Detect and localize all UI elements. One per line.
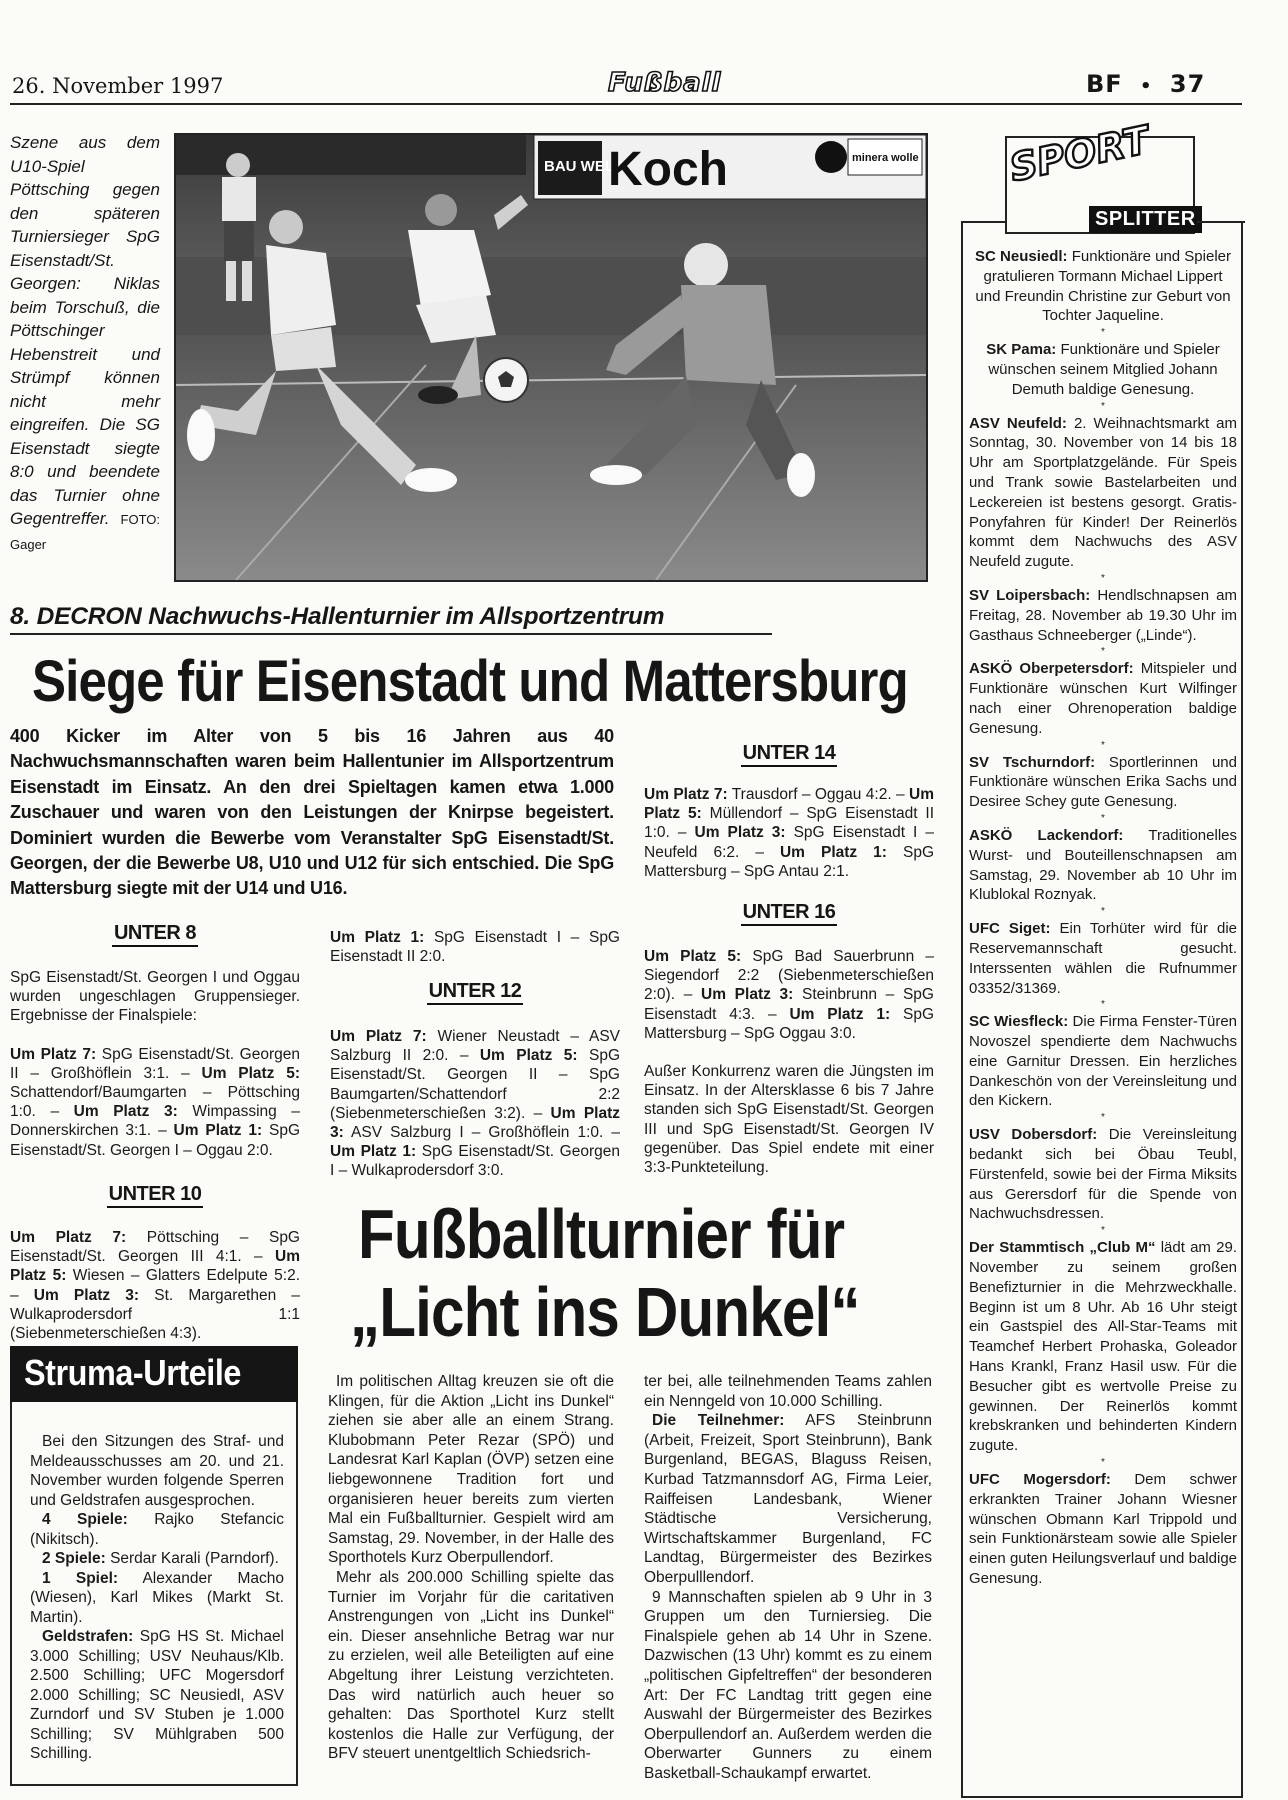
star-separator: *: [1101, 572, 1105, 584]
star-separator: *: [1101, 400, 1105, 412]
sidebar-top-rule-right: [1197, 221, 1245, 223]
article-kicker: 8. DECRON Nachwuchs-Hallenturnier im Allsportzentrum: [10, 603, 665, 630]
page-marker: [1086, 70, 1205, 98]
u8-heading: [10, 922, 300, 945]
u10-block: [10, 1228, 300, 1343]
sidebar-item: SV Tschurndorf: Sportlerinnen und Funktionäre wünschen Erika Sachs und Desiree Schey gute Genesung.: [969, 753, 1237, 811]
star-separator: *: [1101, 1112, 1105, 1124]
header-rule: [10, 103, 1242, 105]
star-separator: *: [1101, 327, 1105, 339]
struma-title: Struma-Urteile: [24, 1352, 241, 1393]
sidebar-item: SC Neusiedl: Funktionäre und Spieler gratulieren Tormann Michael Lippert und Freundin Christine zur Geburt von Tochter Jaqueline.: [975, 248, 1231, 325]
u8-results: Um Platz 7: SpG Eisenstadt/St. Georgen II – Großhöflein 3:1. – Um Platz 5: Schattendorf/Baumgarten – Pöttsching 1:0. – Um Platz 3: Wimpassing – Donnerskirchen 3:1. – Um Platz 1: SpG Eisenstadt/St. Georgen I – Oggau 2:0.: [10, 1045, 301, 1159]
match-photo: [174, 133, 928, 582]
article-lead: 400 Kicker im Alter von 5 bis 16 Jahren aus 40 Nachwuchsmannschaften waren beim Hallentunier im Allsportzentrum Eisenstadt im Einsatz. An den drei Spieltagen kamen etwa 1.000 Zuschauer und waren von den Leistungen der Knirpse begeistert. Dominiert wurden die Bewerbe vom Veranstalter SpG Eisenstadt/St. Georgen, der die Bewerbe U8, U10 und U12 für sich entschied. Die SpG Mattersburg siegte mit der U14 und U16.: [10, 726, 614, 899]
article2-col1-para2: Mehr als 200.000 Schilling spielte das Turnier im Vorjahr für die caritativen Anstrengungen von „Licht ins Dunkel“ ein. Dieser ansehnliche Betrag war nur zu erzielen, weil alle Beteiligten auf eine Abgeltung ihrer Leistung verzichteten. Das wird natürlich auch heuer so gehalten: Das Sporthotel Kurz stellt kostenlos die Halle zur Verfügung, der BFV steuert unentgeltlich Schiedsrich-: [328, 1568, 614, 1763]
u12-results: Um Platz 7: Wiener Neustadt – ASV Salzburg II 2:0. – Um Platz 5: SpG Eisenstadt/St. Georgen II – SpG Baumgarten/Schattendorf 2:2 (Siebenmeterschießen 3:2). – Um Platz 3: ASV Salzburg I – Großhöflein 1:0. – Um Platz 1: SpG Eisenstadt/St. Georgen I – Wulkaprodersdorf 3:0.: [330, 1028, 621, 1180]
issue-date: 26. November 1997: [12, 74, 224, 98]
sidebar-item: USV Dobersdorf: Die Vereinsleitung bedankt sich bei Öbau Teubl, Fürstenfeld, sowie bei der Firma Miksits aus Gerersdorf für die Spende von Nachwuchsdressen.: [969, 1126, 1237, 1223]
article2-col2-para1: ter bei, alle teilnehmenden Teams zahlen ein Nenngeld von 10.000 Schilling.: [644, 1373, 932, 1410]
u8-heading-text: UNTER 8: [112, 922, 198, 947]
struma-intro: Bei den Sitzungen des Straf- und Meldeausschusses am 20. und 21. November wurden folgende Sperren und Geldstrafen ausgesprochen.: [30, 1433, 284, 1509]
sidebar-item: SC Wiesfleck: Die Firma Fenster-Türen Novoszel spendierte dem Nachwuchs eine Garnitur Dressen. Ein herzliches Dankeschön von der Vereinsleitung und den Kickern.: [969, 1013, 1238, 1110]
star-separator: *: [1101, 739, 1105, 751]
article2-col1: [328, 1372, 614, 1764]
struma-entry: 4 Spiele: Rajko Stefancic (Nikitsch).: [30, 1511, 284, 1548]
football-icon: [484, 358, 528, 402]
sidebar-item: ASKÖ Lackendorf: Traditionelles Wurst- und Bouteillenschnapsen am Samstag, 29. November ab 10 Uhr im Klublokal Roznyak.: [969, 826, 1237, 904]
u14-block: [644, 785, 934, 881]
section-title: [608, 68, 721, 98]
sidebar-item: SV Loipersbach: Hendlschnapsen am Freitag, 28. November ab 19.30 Uhr im Gasthaus Schneeberger („Linde“).: [969, 586, 1237, 644]
brand-label: BF: [1086, 70, 1123, 98]
u12-heading: [330, 980, 620, 1003]
match-photo-graphic: [176, 135, 926, 580]
u8-intro: SpG Eisenstadt/St. Georgen I und Oggau wurden ungeschlagen Gruppensieger. Ergebnisse der Finalspiele:: [10, 969, 300, 1025]
article2-col2-para2: Die Teilnehmer: AFS Steinbrunn (Arbeit, Freizeit, Sport Steinbrunn), Bank Burgenland, BEGAS, Blaguss Reisen, Kurbad Tatzmannsdorf AG, Firma Leier, Raiffeisen Landesbank, Wiener Städtische Versicherung, Wirtschaftskammer Burgenland, FC Landtag, Bürgermeister des Bezirkes Oberpulllendorf.: [644, 1412, 932, 1586]
page-number: 37: [1169, 70, 1206, 98]
u10-final-result: Um Platz 1: SpG Eisenstadt I – SpG Eisenstadt II 2:0.: [330, 929, 620, 966]
banner-left-text: BAU WELT: [544, 158, 623, 175]
sidebar-item: ASKÖ Oberpetersdorf: Mitspieler und Funktionäre wünschen Kurt Wilfinger nach einer Ohrenoperation baldige Genesung.: [969, 660, 1237, 737]
u14-heading: [644, 742, 934, 765]
photo-credit: FOTO: Gager: [10, 512, 160, 552]
u10-results: Um Platz 7: Pöttsching – SpG Eisenstadt/St. Georgen III 4:1. – Um Platz 5: Wiesen – Glatters Edelpute 5:2. – Um Platz 3: St. Margarethen – Wulkaprodersdorf 1:1 (Siebenmeterschießen 4:3).: [10, 1229, 301, 1343]
kicker-underline: [10, 633, 772, 635]
article-headline: Siege für Eisenstadt und Mattersburg: [32, 649, 908, 714]
sidebar-item: SK Pama: Funktionäre und Spieler wünschen seinem Mitglied Johann Demuth baldige Genesung.: [986, 341, 1220, 398]
star-separator: *: [1101, 646, 1105, 658]
u10-heading-text: UNTER 10: [107, 1183, 204, 1208]
sidebar-item: UFC Siget: Ein Torhüter wird für die Reservemannschaft gesucht. Interssenten wählen die Rufnummer 03352/31369.: [969, 920, 1237, 997]
banner-sign: [534, 135, 926, 199]
struma-body: [30, 1432, 284, 1764]
star-separator: *: [1101, 1457, 1105, 1469]
star-separator: *: [1101, 999, 1105, 1011]
banner-right-text: minera wolle: [852, 152, 919, 164]
banner-logo-icon: [815, 141, 847, 173]
article2-col2-para3: 9 Mannschaften spielen ab 9 Uhr in 3 Gruppen um den Turniersieg. Die Finalspiele gehen ab 14 Uhr in Szene. Dazwischen (13 Uhr) kommt es zu einem „politischen Gipfeltreffen“ der besonderen Art: Der FC Landtag tritt gegen eine Auswahl der Bürgermeister des Bezirkes Oberpullendorf an. Außerdem werden die Oberwarter Gunners zu einem Basketball-Schaukampf erwartet.: [644, 1588, 932, 1782]
u16-outro: Außer Konkurrenz waren die Jüngsten im Einsatz. In der Altersklasse 6 bis 7 Jahre standen sich SpG Eisenstadt/St. Georgen III und SpG Eisenstadt/St. Georgen IV gegenüber. Das Spiel endete mit einer 3:3-Punkteteilung.: [644, 1063, 934, 1177]
star-separator: *: [1101, 1225, 1105, 1237]
struma-entry: 2 Spiele: Serdar Karali (Parndorf).: [42, 1550, 279, 1567]
sidebar-top-rule: [961, 221, 1007, 223]
article2-headline-line1: Fußballturnier für: [358, 1195, 845, 1273]
struma-title-bar: [10, 1346, 298, 1402]
u10-final: [330, 928, 620, 966]
u14-heading-text: UNTER 14: [741, 742, 838, 767]
section-title-text: Fußball: [608, 68, 722, 98]
sidebar-logo-sport: SPORT: [1005, 117, 1153, 190]
photo-caption: [10, 131, 160, 556]
u12-block: [330, 1027, 620, 1181]
article2-col1-para1: Im politischen Alltag kreuzen sie oft die Klingen, für die Aktion „Licht ins Dunkel“ ziehen sie aber alle an einem Strang. Klubobmann Peter Rezar (SPÖ) und Landesrat Karl Kaplan (ÖVP) setzen eine liebgewonnene Tradition fort und organisieren heuer bereits zum vierten Mal ein Fußballturnier. Gespielt wird am Samstag, 29. November, in der Halle des Sporthotels Kurz Oberpullendorf.: [328, 1373, 614, 1567]
bullet-separator: •: [1140, 76, 1153, 97]
u16-block: [644, 947, 934, 1177]
u12-heading-text: UNTER 12: [427, 980, 524, 1005]
u16-heading: [644, 901, 934, 924]
struma-entry: 1 Spiel: Alexander Macho (Wiesen), Karl Mikes (Markt St. Martin).: [30, 1569, 285, 1626]
u14-results: Um Platz 7: Trausdorf – Oggau 4:2. – Um Platz 5: Müllendorf – SpG Eisenstadt II 1:0. – Um Platz 3: SpG Eisenstadt I – Neufeld 6:2. – Um Platz 1: SpG Mattersburg – SpG Antau 2:1.: [644, 786, 935, 880]
article2-col2: [644, 1372, 932, 1783]
sidebar-item: Der Stammtisch „Club M“ lädt am 29. November zu seinem großen Benefizturnier in die Mehrzweckhalle. Beginn ist um 8 Uhr. Ab 16 Uhr steigt ein Gastspiel des All-Star-Teams mit Teamchef Herbert Prohaska, Goleador Hans Krankl, Franz Hasil usw. Für die Besucher gibt es wertvolle Preise zu gewinnen. Der Reinerlös kommt krebskranken und behinderten Kindern zugute.: [969, 1239, 1237, 1455]
u8-block: [10, 968, 300, 1160]
star-separator: *: [1101, 906, 1105, 918]
u16-results: Um Platz 5: SpG Bad Sauerbrunn – Siegendorf 2:2 (Siebenmeterschießen 2:0). – Um Platz 3: Steinbrunn – SpG Eisenstadt 4:3. – Um Platz 1: SpG Mattersburg – SpG Oggau 3:0.: [644, 948, 935, 1042]
u10-heading: [10, 1183, 300, 1206]
sidebar-item: ASV Neufeld: 2. Weihnachtsmarkt am Sonntag, 30. November von 14 bis 18 Uhr am Sportplatzgelände. Für Speis und Trank sowie Bastelarbeiten und Leckereien ist bestens gesorgt. Gratis-Ponyfahren für Kinder! Der Reinerlös kommt dem Nachwuchs des ASV Neufeld zugute.: [969, 414, 1238, 571]
photo-caption-text: Szene aus dem U10-Spiel Pöttsching gegen den späteren Turniersieger SpG Eisenstadt/St. Georgen: Niklas beim Torschuß, die Pöttschinger Hebenstreit und Strümpf können nicht mehr eingreifen. Die SG Eisenstadt siegte 8:0 und beendete das Turnier ohne Gegentreffer.: [10, 133, 160, 528]
banner-main-text: Koch: [608, 143, 728, 196]
sidebar-items: [969, 247, 1237, 1589]
sidebar-logo-splitter: SPLITTER: [1089, 206, 1202, 233]
struma-entry: Geldstrafen: SpG HS St. Michael 3.000 Schilling; USV Neuhaus/Klb. 2.500 Schilling; UFC Mogersdorf 2.000 Schilling; SC Neusiedl, ASV Zurndorf und SV Stuben je 1.000 Schilling; SV Mühlgraben 500 Schilling.: [30, 1628, 285, 1762]
article2-headline-line2: „Licht ins Dunkel“: [350, 1273, 860, 1351]
star-separator: *: [1101, 812, 1105, 824]
u16-heading-text: UNTER 16: [741, 901, 838, 926]
sidebar-item: UFC Mogersdorf: Dem schwer erkrankten Trainer Johann Wiesner wünschen Obmann Karl Trippold und sein Funktionärsteam sowie alle Spieler einen guten Heilungsverlauf und baldige Genesung.: [969, 1471, 1238, 1588]
